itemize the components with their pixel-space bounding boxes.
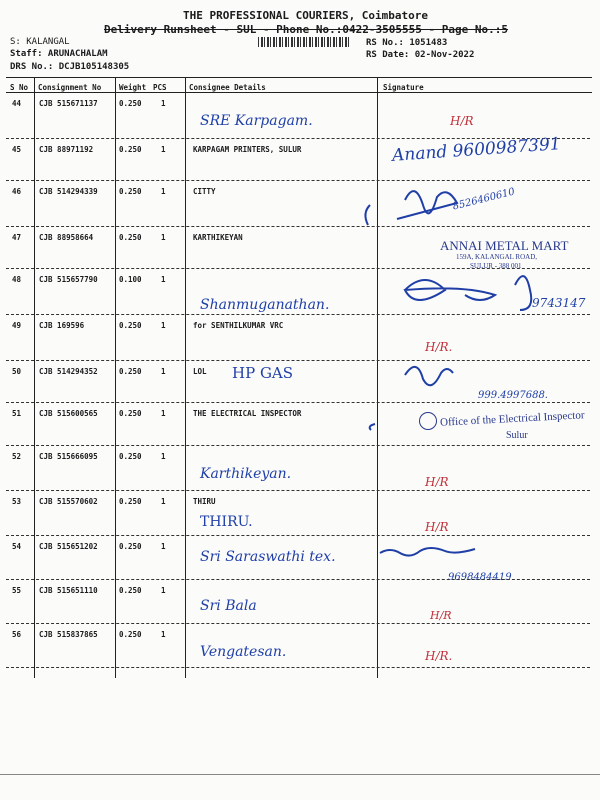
row-pcs: 1: [161, 187, 166, 196]
row-pcs: 1: [161, 233, 166, 242]
row-sno: 47: [12, 233, 22, 242]
signature-stroke: [370, 424, 375, 430]
col-weight: Weight: [119, 83, 147, 92]
row-sno: 48: [12, 275, 22, 284]
col-consignee: Consignee Details: [189, 83, 266, 92]
runsheet-subtitle: Delivery Runsheet - SUL - Phone No.:0422-3505555 - Page No.:5: [104, 23, 508, 36]
row-consignment-no: CJB 88958664: [39, 233, 94, 242]
signature: Anand 9600987391: [391, 134, 562, 166]
row-consignment-no: CJB 169596: [39, 321, 85, 330]
row-pcs: 1: [161, 275, 166, 284]
row-weight: 0.250: [119, 145, 142, 154]
row-consignment-no: CJB 515657790: [39, 275, 98, 284]
col-pcs: PCS: [153, 83, 167, 92]
row-consignee: KARTHIKEYAN: [193, 233, 243, 242]
row-consignment-no: CJB 514294352: [39, 367, 98, 376]
row-sno: 49: [12, 321, 22, 330]
rs-date: RS Date: 02-Nov-2022: [366, 50, 475, 60]
row-weight: 0.250: [119, 497, 142, 506]
annai-stamp: ANNAI METAL MART: [440, 238, 569, 253]
row-sno: 50: [12, 367, 22, 376]
signature-stroke: [515, 276, 531, 310]
signature: H/R.: [425, 649, 453, 663]
company-title: THE PROFESSIONAL COURIERS, Coimbatore: [183, 9, 429, 22]
row-weight: 0.250: [119, 367, 142, 376]
electrical-inspector-stamp: Office of the Electrical Inspector: [439, 409, 585, 429]
col-consignment: Consignment No: [38, 83, 102, 92]
row-consignment-no: CJB 515837865: [39, 630, 98, 639]
signature: H/R: [450, 114, 474, 128]
col-signature: Signature: [383, 83, 424, 92]
handwritten-consignee: SRE Karpagam.: [200, 113, 313, 129]
row-sno: 55: [12, 586, 22, 595]
row-consignee: THIRU: [193, 497, 216, 506]
row-consignee: LOL: [193, 367, 207, 376]
row-pcs: 1: [161, 99, 166, 108]
signature: H/R: [425, 520, 449, 534]
col-sno: S No: [10, 83, 29, 92]
annai-stamp-address: 159A, KALANGAL ROAD,: [456, 253, 538, 261]
row-pcs: 1: [161, 542, 166, 551]
signature: H/R: [430, 609, 452, 622]
row-weight: 0.250: [119, 99, 142, 108]
handwritten-consignee: HP GAS: [232, 364, 294, 382]
row-weight: 0.250: [119, 452, 142, 461]
row-pcs: 1: [161, 409, 166, 418]
row-consignee: for SENTHILKUMAR VRC: [193, 321, 284, 330]
signature: 999.4997688.: [478, 390, 548, 401]
handwritten-consignee: Karthikeyan.: [200, 466, 292, 482]
row-consignment-no: CJB 515671137: [39, 99, 98, 108]
signature-stroke: [397, 191, 457, 219]
row-pcs: 1: [161, 367, 166, 376]
handwritten-consignee: Vengatesan.: [200, 644, 287, 660]
handwritten-consignee: THIRU.: [200, 514, 253, 530]
row-consignment-no: CJB 515651202: [39, 542, 98, 551]
row-weight: 0.250: [119, 586, 142, 595]
rs-number: RS No.: 1051483: [366, 38, 448, 48]
row-pcs: 1: [161, 497, 166, 506]
row-weight: 0.250: [119, 321, 142, 330]
signature-stroke: [405, 367, 453, 385]
row-consignee: CITTY: [193, 187, 216, 196]
row-pcs: 1: [161, 586, 166, 595]
row-consignment-no: CJB 515600565: [39, 409, 98, 418]
area-label: S: KALANGAL: [10, 37, 70, 47]
row-weight: 0.250: [119, 187, 142, 196]
row-consignment-no: CJB 515570602: [39, 497, 98, 506]
signature: 8526460610: [451, 186, 517, 213]
signature-stroke: [380, 548, 475, 556]
row-weight: 0.250: [119, 233, 142, 242]
row-sno: 44: [12, 99, 22, 108]
row-consignment-no: CJB 88971192: [39, 145, 94, 154]
row-pcs: 1: [161, 145, 166, 154]
row-weight: 0.250: [119, 630, 142, 639]
staff-label: Staff: ARUNACHALAM: [10, 49, 108, 59]
row-sno: 56: [12, 630, 22, 639]
row-weight: 0.250: [119, 542, 142, 551]
signature: H/R.: [425, 340, 453, 354]
row-pcs: 1: [161, 321, 166, 330]
signature: H/R: [425, 475, 449, 489]
row-consignee: KARPAGAM PRINTERS, SULUR: [193, 145, 302, 154]
row-sno: 52: [12, 452, 22, 461]
row-consignment-no: CJB 515666095: [39, 452, 98, 461]
signature-stroke: [405, 280, 495, 300]
row-consignment-no: CJB 514294339: [39, 187, 98, 196]
signature: 9698484419: [448, 572, 512, 583]
row-sno: 54: [12, 542, 22, 551]
drs-number: DRS No.: DCJB105148305: [10, 62, 130, 72]
row-sno: 45: [12, 145, 22, 154]
row-sno: 46: [12, 187, 22, 196]
row-pcs: 1: [161, 630, 166, 639]
handwritten-consignee: Sri Saraswathi tex.: [200, 549, 336, 565]
row-pcs: 1: [161, 452, 166, 461]
signature-stroke: [365, 205, 370, 225]
row-weight: 0.250: [119, 409, 142, 418]
row-sno: 53: [12, 497, 22, 506]
signature: 9743147: [532, 296, 586, 310]
electrical-inspector-stamp-city: Sulur: [506, 430, 528, 441]
annai-stamp-city: SULUR - 388 001: [470, 262, 522, 270]
row-sno: 51: [12, 409, 22, 418]
handwritten-consignee: Sri Bala: [200, 598, 257, 614]
row-consignment-no: CJB 515651110: [39, 586, 98, 595]
row-consignee: THE ELECTRICAL INSPECTOR: [193, 409, 302, 418]
row-weight: 0.100: [119, 275, 142, 284]
handwritten-consignee: Shanmuganathan.: [200, 297, 330, 313]
